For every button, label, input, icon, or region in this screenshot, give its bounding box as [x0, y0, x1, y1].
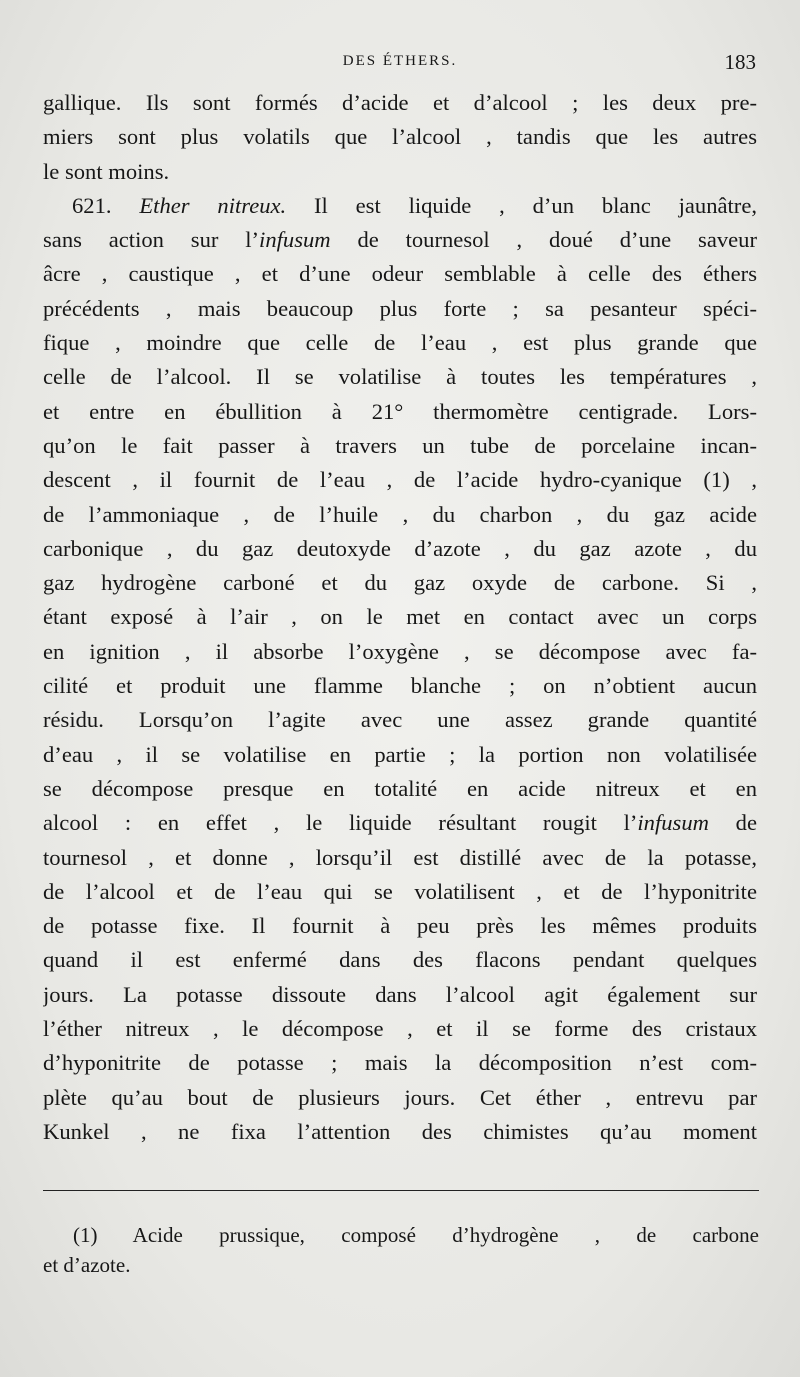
text-line: quand il est enfermé dans des flacons pendant quelques — [43, 947, 757, 973]
text-line: carbonique , du gaz deutoxyde d’azote , du gaz azote , du — [43, 535, 757, 561]
text-line: jours. La potasse dissoute dans l’alcool agit également sur — [43, 981, 757, 1007]
text-line: d’eau , il se volatilise en partie ; la portion non volatilisée — [43, 741, 757, 767]
text-line: plète qu’au bout de plusieurs jours. Cet éther , entrevu par — [43, 1084, 757, 1110]
italic-term: infusum — [637, 810, 709, 836]
text-line: le sont moins. — [43, 158, 170, 184]
text-line: descent , il fournit de l’eau , de l’acide hydro-cyanique (1) , — [43, 467, 757, 493]
footnote-line: et d’azote. — [43, 1253, 131, 1277]
running-head — [0, 50, 800, 74]
text-line: gaz hydrogène carboné et du gaz oxyde de carbone. Si , — [43, 570, 757, 596]
text-line — [43, 189, 757, 223]
text-line: résidu. Lorsqu’on l’agite avec une assez grande quantité — [43, 707, 757, 733]
text-line: miers sont plus volatils que l’alcool , tandis que les autres — [43, 124, 757, 150]
text-line: se décompose presque en totalité en acide nitreux et en — [43, 775, 757, 801]
text-line: Kunkel , ne fixa l’attention des chimistes qu’au moment — [43, 1118, 757, 1144]
text-line: et entre en ébullition à 21° thermomètre centigrade. Lors- — [43, 398, 757, 424]
text-line: l’éther nitreux , le décompose , et il se forme des cristaux — [43, 1016, 757, 1042]
text-line: qu’on le fait passer à travers un tube de porcelaine incan- — [43, 432, 757, 458]
page-number: 183 — [724, 50, 756, 74]
text-line: de l’alcool et de l’eau qui se volatilisent , et de l’hyponitrite — [43, 878, 757, 904]
text-line: de potasse fixe. Il fournit à peu près les mêmes produits — [43, 913, 757, 939]
text-line: en ignition , il absorbe l’oxygène , se décompose avec fa- — [43, 638, 757, 664]
footnotes — [43, 1220, 759, 1280]
text-line: tournesol , et donne , lorsqu’il est distillé avec de la potasse, — [43, 844, 757, 870]
footnote-line: (1) Acide prussique, composé d’hydrogène , de carbone — [73, 1223, 759, 1247]
text-segment: de — [708, 810, 757, 836]
text-line — [43, 806, 757, 840]
italic-term: Ether nitreux. — [139, 192, 287, 218]
text-line: précédents , mais beaucoup plus forte ; sa pesanteur spéci- — [43, 295, 757, 321]
running-title: DES ÉTHERS. — [342, 53, 458, 69]
text-line: gallique. Ils sont formés d’acide et d’alcool ; les deux pre- — [43, 90, 757, 115]
text-segment: 621. — [72, 192, 140, 218]
text-line — [43, 223, 757, 257]
text-line: âcre , caustique , et d’une odeur semblable à celle des éthers — [43, 261, 757, 287]
text-line: fique , moindre que celle de l’eau , est plus grande que — [43, 330, 757, 356]
footnote-rule — [43, 1190, 759, 1191]
text-line: de l’ammoniaque , de l’huile , du charbon , du gaz acide — [43, 501, 757, 527]
body-text — [43, 86, 757, 1149]
text-line: d’hyponitrite de potasse ; mais la décomposition n’est com- — [43, 1050, 757, 1076]
text-line: cilité et produit une flamme blanche ; on n’obtient aucun — [43, 673, 757, 699]
text-segment: alcool : en effet , le liquide résultant rougit l’ — [43, 810, 638, 836]
text-line: étant exposé à l’air , on le met en contact avec un corps — [43, 604, 757, 630]
italic-term: infusum — [259, 227, 331, 253]
text-segment: sans action sur l’ — [43, 227, 260, 253]
text-line: celle de l’alcool. Il se volatilise à toutes les températures , — [43, 364, 757, 390]
text-segment: de tournesol , doué d’une saveur — [330, 227, 757, 253]
text-segment: Il est liquide , d’un blanc jaunâtre, — [286, 192, 757, 218]
